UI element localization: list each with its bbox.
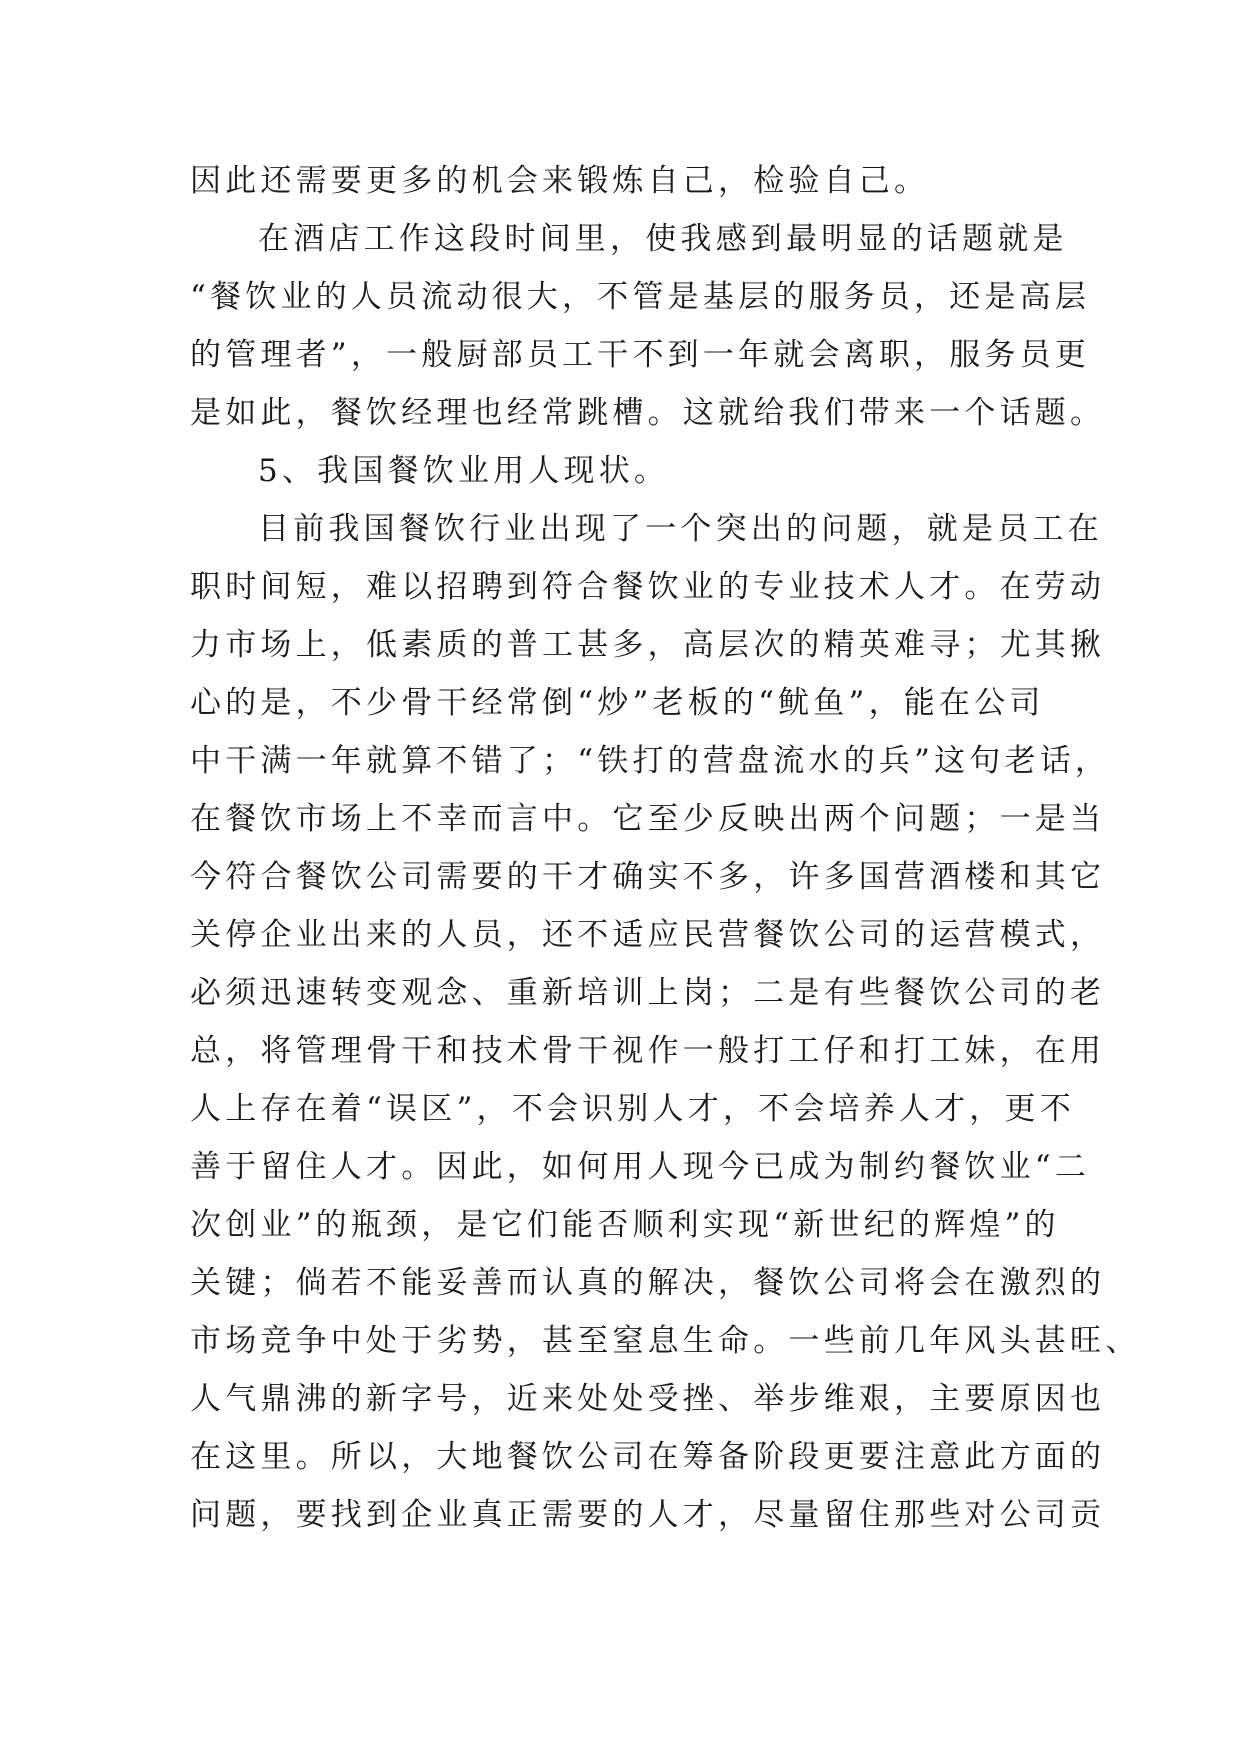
text-line: 关停企业出来的人员，还不适应民营餐饮公司的运营模式， <box>190 917 1106 953</box>
text-line: 人气鼎沸的新字号，近来处处受挫、举步维艰，主要原因也 <box>190 1381 1106 1417</box>
text-line: 在这里。所以，大地餐饮公司在筹备阶段更要注意此方面的 <box>190 1439 1106 1475</box>
text-line: 善于留住人才。因此，如何用人现今已成为制约餐饮业“二 <box>190 1149 1091 1185</box>
text-line: 心的是，不少骨干经常倒“炒”老板的“鱿鱼”，能在公司 <box>190 685 1045 721</box>
text-line: 今符合餐饮公司需要的干才确实不多，许多国营酒楼和其它 <box>190 859 1106 895</box>
text-line: 关键；倘若不能妥善而认真的解决，餐饮公司将会在激烈的 <box>190 1265 1106 1301</box>
text-line: 次创业”的瓶颈，是它们能否顺利实现“新世纪的辉煌”的 <box>190 1207 1060 1243</box>
document-body <box>190 152 1141 1544</box>
text-line: 职时间短，难以招聘到符合餐饮业的专业技术人才。在劳动 <box>190 569 1106 605</box>
section-heading: 5、我国餐饮业用人现状。 <box>258 453 670 489</box>
text-line: 问题，要找到企业真正需要的人才，尽量留住那些对公司贡 <box>190 1497 1106 1533</box>
text-line: 因此还需要更多的机会来锻炼自己，检验自己。 <box>190 163 930 199</box>
text-line: 必须迅速转变观念、重新培训上岗；二是有些餐饮公司的老 <box>190 975 1106 1011</box>
text-line: 目前我国餐饮行业出现了一个突出的问题，就是员工在 <box>258 511 1103 547</box>
text-line: “餐饮业的人员流动很大，不管是基层的服务员，还是高层 <box>190 279 1091 315</box>
text-line: 总，将管理骨干和技术骨干视作一般打工仔和打工妹，在用 <box>190 1033 1106 1069</box>
text-line: 在酒店工作这段时间里，使我感到最明显的话题就是 <box>258 221 1068 257</box>
text-line: 中干满一年就算不错了；“铁打的营盘流水的兵”这句老话， <box>190 743 1111 779</box>
text-line: 的管理者”，一般厨部员工干不到一年就会离职，服务员更 <box>190 337 1091 373</box>
text-line: 在餐饮市场上不幸而言中。它至少反映出两个问题；一是当 <box>190 801 1106 837</box>
text-line: 是如此，餐饮经理也经常跳槽。这就给我们带来一个话题。 <box>190 395 1106 431</box>
text-line: 人上存在着“误区”，不会识别人才，不会培养人才，更不 <box>190 1091 1075 1127</box>
text-line: 市场竞争中处于劣势，甚至窒息生命。一些前几年风头甚旺、 <box>190 1323 1141 1359</box>
text-line: 力市场上，低素质的普工甚多，高层次的精英难寻；尤其揪 <box>190 627 1106 663</box>
